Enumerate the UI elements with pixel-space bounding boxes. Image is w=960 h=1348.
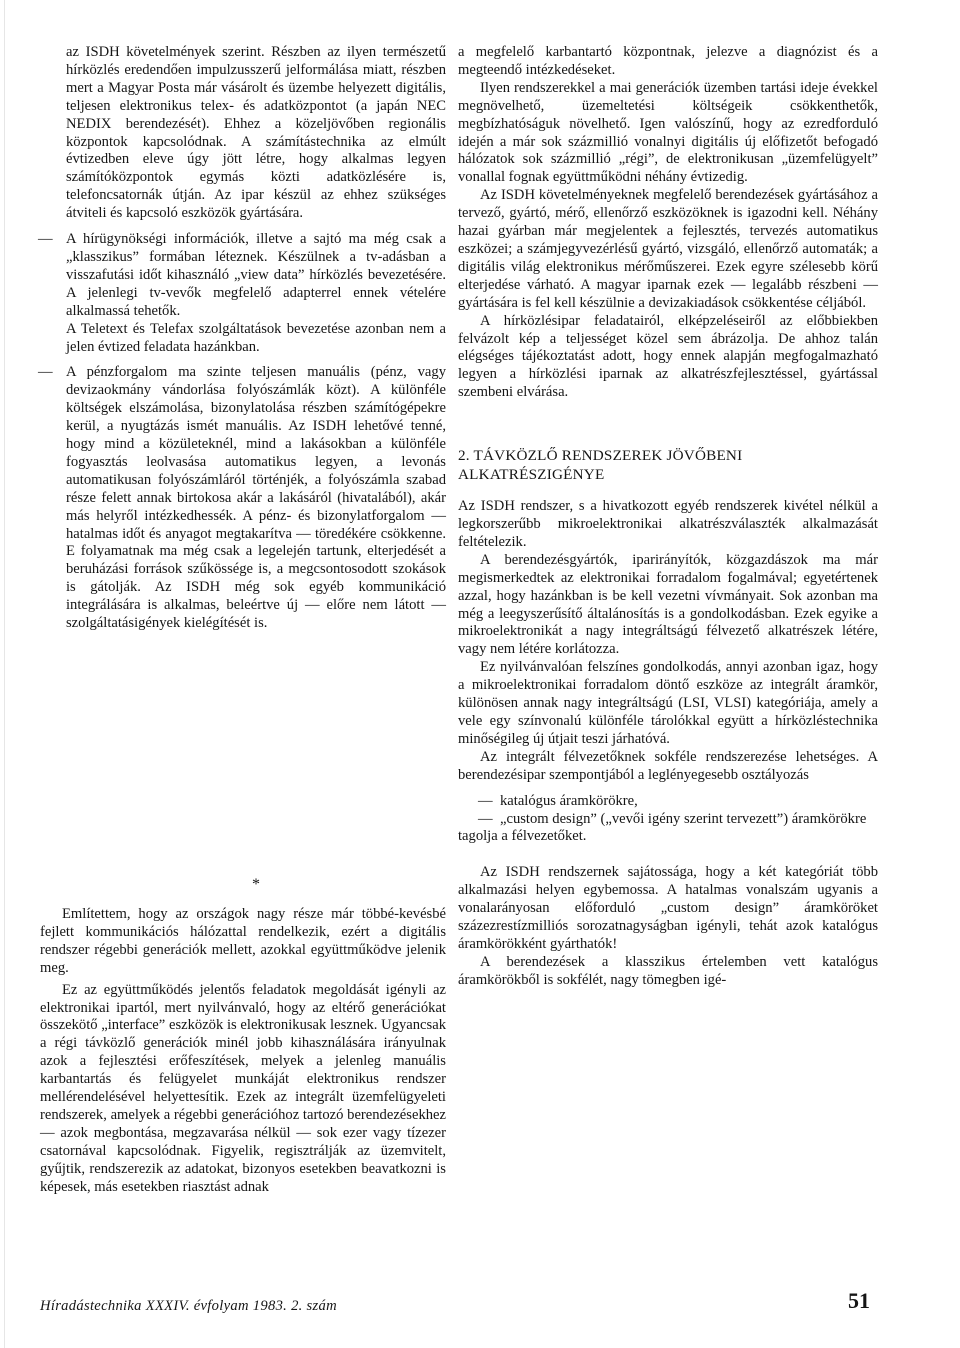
dash-list-item: [38, 364, 446, 633]
paragraph: Az integrált félvezetőknek sokféle rendszerezése lehetséges. A berendezésipar szempontjából a leglényegesebb osztályozás: [458, 748, 878, 783]
paragraph: Ez nyilvánvalóan felszínes gondolkodás, annyi azonban igaz, hogy a mikroelektronikai forradalom döntő eszköze az integrált áramkör, különösen annak nagy integráltságú (LSI, VLSI) kategóriája, amely a vele egy színvonalú különféle tárolókkal együtt a hírközléstechnika minőségileg új útjait teszi járhatóvá.: [458, 659, 878, 747]
section-separator: *: [252, 876, 260, 893]
journal-footer: Híradástechnika XXXIV. évfolyam 1983. 2. szám: [40, 1298, 337, 1314]
separator-block: [66, 876, 446, 894]
list-item: [458, 793, 878, 811]
list-item-text: katalógus áramkörökre,: [500, 792, 638, 809]
paragraph: Ez az együttműködés jelentős feladatok megoldását igényli az elektronikai ipartól, mert nyilvánvaló, hogy az eltérő generációkat összekötő „interface” eszközök is elektronikusak lesznek. Ugyancsak a régi távközlő generációk minél jobb kihasználására irányulnak azok a fejlesztési erőfeszítések, melyek a jelenleg manuális karbantartás és felügyelet munkáját elektronikus rendszer mellérendelésével helyettesítik. Ezek az integrált üzemfelügyeleti rendszerek, amelyek a régebbi generációhoz tartozó berendezésekhez — azok megbontása, megzavarása nélkül — sok ezer vagy tízezer csatornával kapcsolódnak. Figyelik, regisztrálják az üzemvitelt, gyűjtik, rendszerezik az adatokat, bizonyos esetekben beavatkozni is képesek, más esetekben riasztást adnak: [40, 981, 446, 1195]
scan-edge-line: [4, 0, 5, 1348]
paragraph: Az ISDH követelményeknek megfelelő berendezések gyártásához a tervező, gyártó, mérő, ellenőrző eszközöknek is igazodni kell. Néhány hazai gyárban már megjelentek a fejlesztés, tervezés automatikus eszközei; a számjegyvezérlésű gyártó, vizsgáló, ellenőrző automaták; a digitális világ elektronikus mérőműszerei. Ezek egyre szélesebb körű elterjedése várható. A magyar iparnak ezek — legalább részbeni — gyártására is fel kell készülnie a devizakiadások csökkentése céljából.: [458, 187, 878, 311]
section-heading: [458, 446, 878, 484]
paragraph: A berendezések a klasszikus értelemben vett katalógus áramkörökből is sokfélét, nagy tömegben igé-: [458, 953, 878, 988]
right-column: [458, 44, 878, 990]
page-number: 51: [848, 1288, 870, 1313]
section-heading-line: 2. TÁVKÖZLŐ RENDSZEREK JÖVŐBENI: [458, 447, 743, 465]
dash-list-item: [38, 231, 446, 356]
left-column-bottom: [40, 906, 446, 1197]
section-heading-line: ALKATRÉSZIGÉNYE: [458, 466, 605, 484]
paragraph: A hírközlésipar feladatairól, elképzeléseiről az előbbiekben felvázolt kép a teljességet közel sem ábrázolja. De ahhoz talán elégséges tájékoztatást adott, hogy ennek alapján megfogalmazható legyen a hírközlési iparnak az alkatrészfejlesztéssel, gyártással szembeni elvárása.: [458, 312, 878, 401]
paragraph: Említettem, hogy az országok nagy része már többé-kevésbé fejlett kommunikációs hálózattal rendelkezik, ezért a digitális rendszer régebbi generációk mellett, azokkal együttműködve jelenik meg.: [40, 906, 446, 976]
paragraph: az ISDH követelmények szerint. Részben az ilyen természetű hírközlés eredendően impulzusszerű jelformálása miatt, részben mert a Magyar Posta már vásárolt és üzembe helyezett digitális, teljesen elektronikus telex- és adatközpontot (a japán NEC NEDIX berendezését). Ehhez a közeljövőben regionális központok kapcsolódnak. A számítástechnika az elmúlt évtizedben eleve úgy jött létre, hogy alkalmas legyen számítóközpontok egymás közti adatközlésére is, telefoncsatornák útján. Az ipar készül az ehhez szükséges átviteli és kapcsoló eszközök gyártására.: [66, 44, 446, 222]
paragraph: a megfelelő karbantartó központnak, jelezve a diagnózist és a megteendő intézkedéseket.: [458, 44, 878, 78]
paragraph: Az ISDH rendszernek sajátossága, hogy a két kategóriát több alkalmazási helyen egybemossa. A hatalmas vonalszám ugyanis a vonalarányosan előforduló „custom design” áramköröket százezrestízmilliós sorozatnagyságban igényli, tehát azok katalógus áramkörökként gyárthatók!: [458, 864, 878, 952]
dash-marker: —: [38, 364, 53, 381]
paragraph: Ilyen rendszerekkel a mai generációk üzemben tartási ideje évekkel megnövelhető, üzemeltetési költségeik csökkenthetők, megbízhatóságuk növelhető. Igen valószínű, hogy az ezredforduló idején a már sok százmillió vonalnyi digitális új előfizetőt befogadó hálózatok sok százmillió „régi”, de elektronikusan „üzemfelügyelt” vonallal fognak együttműködni néhány évtizedig.: [458, 79, 878, 186]
dash-marker: —: [478, 810, 493, 827]
list-item-text: „custom design” („vevői igény szerint tervezett”) áramkörökre: [500, 810, 867, 827]
paragraph: A berendezésgyártók, iparirányítók, közgazdászok ma már megismerkedtek az elektronikai forradalom fogalmával; egyetértenek azzal, hogy hazánkban is be kell vezetni vívmányait. Sok azonban ma még a leegyszerűsítő általánosítás is a gondolkodásban. Ezek egyike a mikroelektronikát a nagy integráltságú félvezető alkatrészek létére, vagy nem létére korlátozza.: [458, 551, 878, 658]
paragraph: A hírügynökségi információk, illetve a sajtó ma még csak a „klasszikus” formában léteznek. Készülnek a tv-adásban a visszafutási időt kihasználó „view data” hírközlés bevezetésére. A jelenlegi tv-vevők megfelelő adapterrel ennek vételére alkalmassá tehetők.: [66, 231, 446, 319]
list-item: [458, 811, 878, 829]
dash-marker: —: [38, 231, 53, 248]
bullet-list: [458, 793, 878, 829]
paragraph: tagolja a félvezetőket.: [458, 828, 587, 845]
paragraph: A Teletext és Telefax szolgáltatások bevezetése azonban nem a jelen évtized feladata hazánkban.: [66, 320, 446, 355]
paragraph: Az ISDH rendszer, s a hivatkozott egyéb rendszerek kivétel nélkül a legkorszerűbb mikroelektronikai alkatrészválaszték alkalmazását feltételezik.: [458, 498, 878, 550]
dash-marker: —: [478, 792, 493, 809]
left-column: [38, 44, 446, 633]
paragraph: A pénzforgalom ma szinte teljesen manuális (pénz, vagy devizaokmány vándorlása folyószámlák közt). A különféle költségek elszámolása, bizonylatolása részben számítógépekre kerül, a nyugtázás ismét manuális. Az ISDH lehetővé tenné, hogy mind a közületeknél, mind a lakásokban a különféle fogyasztás leolvasása automatikus legyen, a levonás automatikusan folyószámláról történjék, a folyószámla szabad része felett annak birtokosa akár a lakásáról (hivatalából), akár más helyről intézkedhessék. A pénz- és bizonylatforgalom — hatalmas időt és anyagot megtakarítva — töredékére csökkenne. E folyamatnak ma még csak a legelején tartunk, elterjedését a beruházási források szűkössége is, a megcsontosodott szokások is gátolják. Az ISDH még sok egyéb kommunikáció integrálására is alkalmas, beleértve új — előre nem látott — szolgáltatásigények kielégítését is.: [66, 364, 446, 632]
